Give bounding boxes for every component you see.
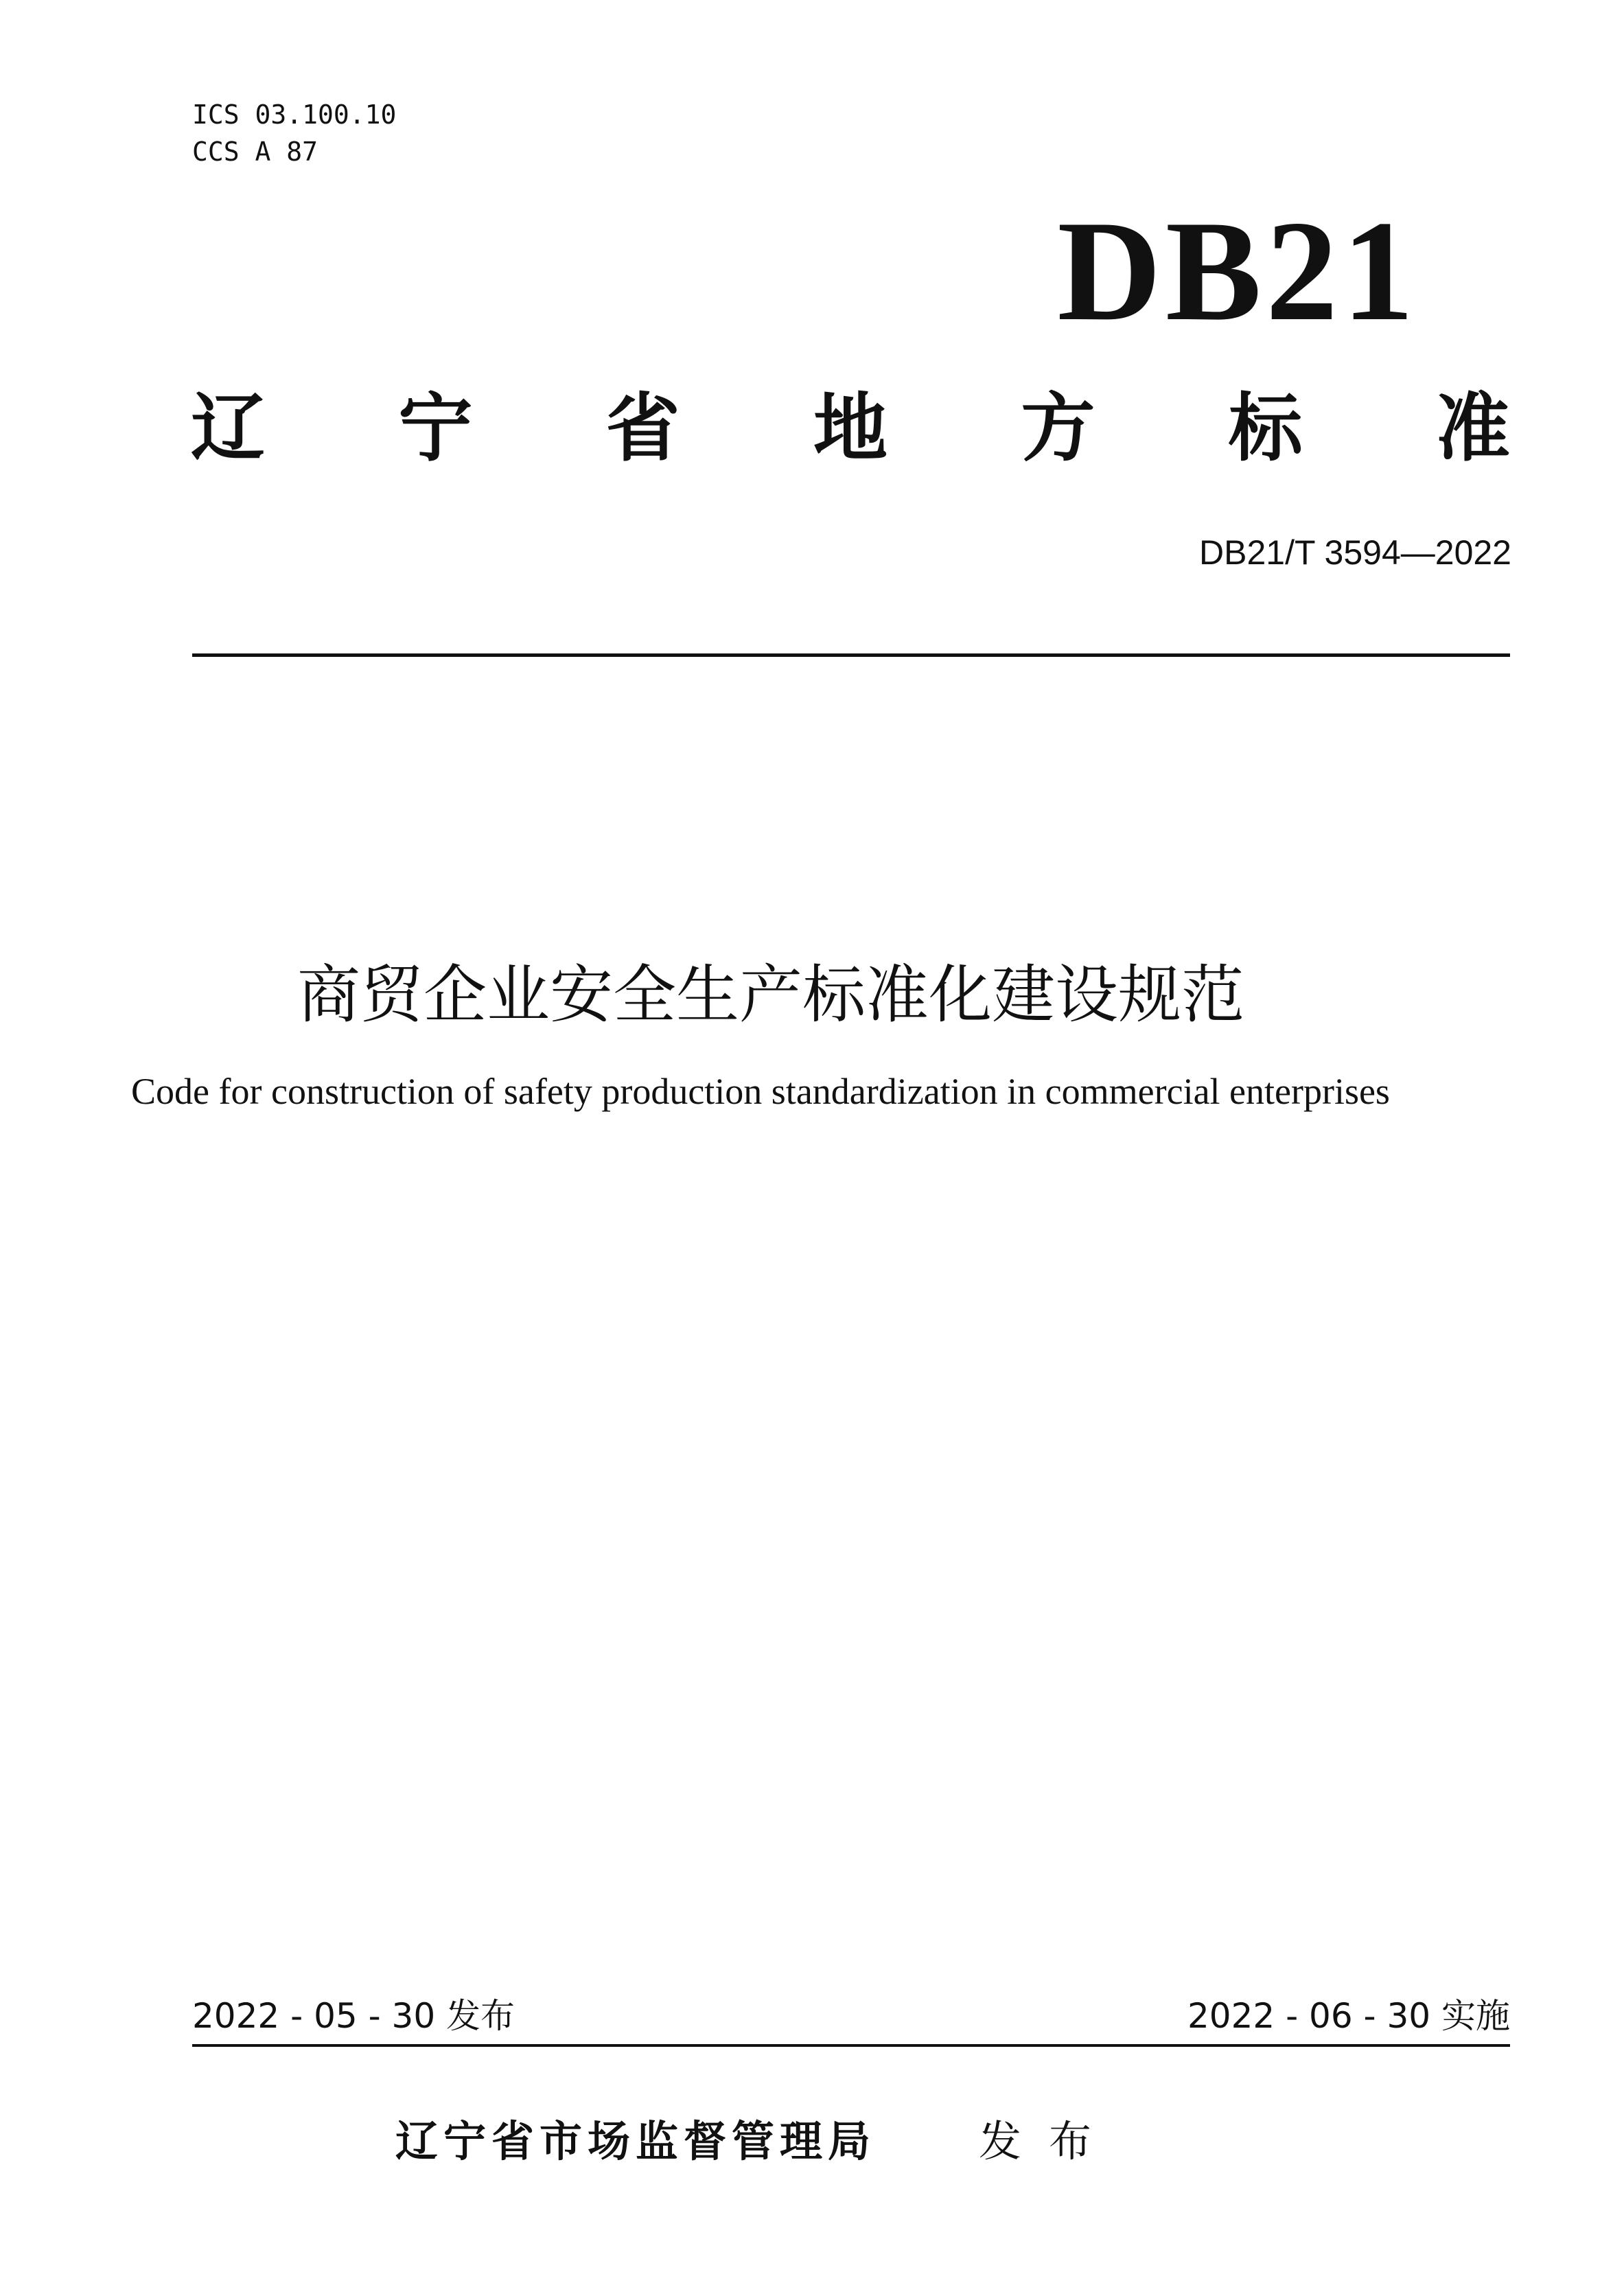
publish-date: 2022 - 05 - 30 发布 — [192, 1996, 515, 2036]
standard-type-char: 省 — [605, 386, 680, 472]
issuer-action: 发布 — [979, 2116, 1120, 2166]
ccs-code: CCS A 87 — [192, 137, 318, 167]
issuer-line — [0, 2114, 1624, 2169]
standard-type-char: 准 — [1435, 386, 1510, 472]
standard-number: DB21/T 3594—2022 — [1199, 533, 1511, 572]
top-divider — [192, 653, 1510, 657]
effective-date: 2022 - 06 - 30 实施 — [1187, 1996, 1510, 2036]
ics-code: ICS 03.100.10 — [192, 100, 397, 130]
standard-type — [191, 384, 1510, 474]
standard-type-char: 标 — [1228, 386, 1303, 472]
title-chinese: 商贸企业安全生产标准化建设规范 — [297, 958, 1244, 1032]
title-english: Code for construction of safety production standardization in commercial enterprises — [131, 1071, 1390, 1112]
classification-codes — [192, 96, 396, 170]
issuer-name: 辽宁省市场监督管理局 — [395, 2116, 876, 2166]
standard-type-char: 地 — [813, 386, 888, 472]
standard-code: DB21 — [1057, 192, 1418, 351]
bottom-divider — [192, 2044, 1510, 2047]
standard-type-char: 宁 — [398, 386, 473, 472]
standard-type-char: 辽 — [191, 386, 266, 472]
standard-type-char: 方 — [1021, 386, 1095, 472]
